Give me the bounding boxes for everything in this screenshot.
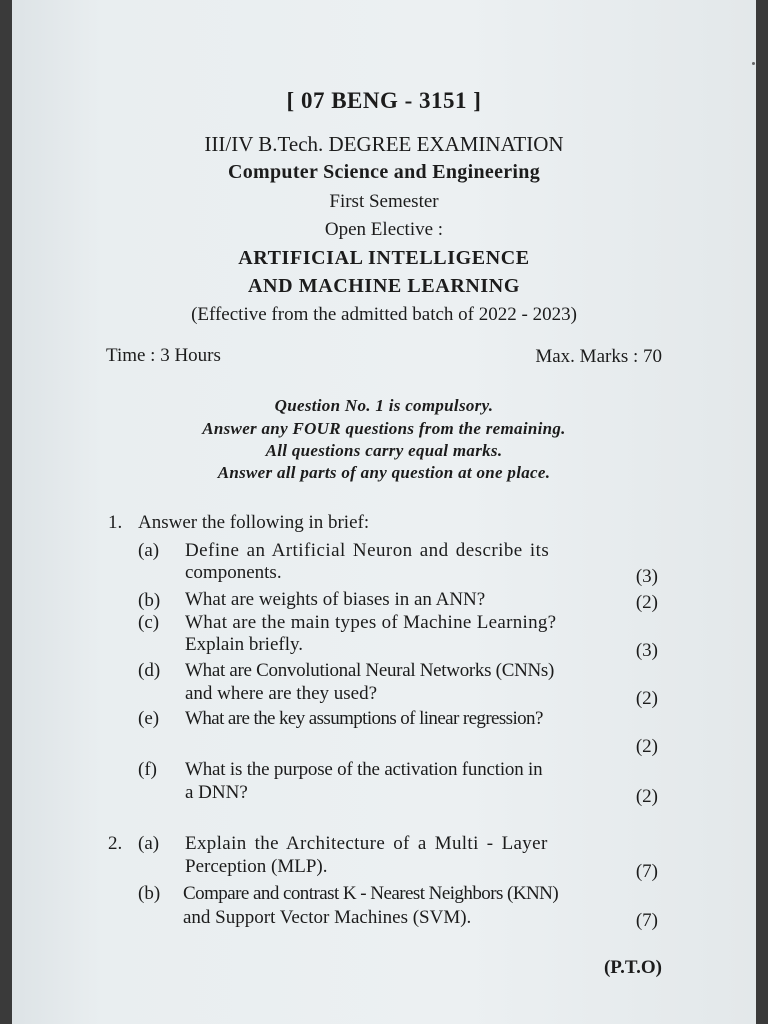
exam-title: III/IV B.Tech. DEGREE EXAMINATION <box>204 132 564 156</box>
instruction-line: Question No. 1 is compulsory. <box>274 396 494 415</box>
part-marks: (2) <box>635 786 658 807</box>
part-marks: (2) <box>635 592 658 613</box>
paper-speck <box>752 62 755 65</box>
max-marks: Max. Marks : 70 <box>535 346 662 367</box>
paper-code: [ 07 BENG - 3151 ] <box>286 88 482 113</box>
question-stem: Answer the following in brief: <box>138 512 370 533</box>
part-text: What are the key assumptions of linear regression? <box>185 708 543 729</box>
part-label: (e) <box>138 708 160 729</box>
please-turn-over: (P.T.O) <box>603 957 662 978</box>
part-label: (f) <box>138 759 157 780</box>
part-label: (a) <box>138 833 160 854</box>
department: Computer Science and Engineering <box>227 161 540 183</box>
part-label: (d) <box>138 660 161 681</box>
part-text: Define an Artificial Neuron and describe its <box>185 540 550 561</box>
part-text: a DNN? <box>185 782 248 803</box>
part-text: Explain the Architecture of a Multi - Layer <box>185 833 548 854</box>
instruction-line: All questions carry equal marks. <box>265 441 503 460</box>
subject-line-2: AND MACHINE LEARNING <box>247 275 520 297</box>
part-text: and where are they used? <box>185 683 378 704</box>
part-marks: (3) <box>635 566 658 587</box>
part-label: (c) <box>138 612 160 633</box>
question-number: 2. <box>108 833 123 854</box>
part-text: What is the purpose of the activation function in <box>185 759 543 780</box>
part-text: What are the main types of Machine Learning? <box>185 612 557 633</box>
part-text: Explain briefly. <box>185 634 304 655</box>
part-text: and Support Vector Machines (SVM). <box>183 907 472 928</box>
semester: First Semester <box>329 191 439 212</box>
part-label: (b) <box>138 590 161 611</box>
part-text: Compare and contrast K - Nearest Neighbors (KNN) <box>183 883 559 904</box>
exam-duration: Time : 3 Hours <box>106 345 221 366</box>
part-text: What are weights of biases in an ANN? <box>185 589 486 610</box>
subject-line-1: ARTIFICIAL INTELLIGENCE <box>238 247 530 269</box>
part-label: (b) <box>138 883 161 904</box>
part-marks: (3) <box>635 640 658 661</box>
instruction-line: Answer any FOUR questions from the remaining. <box>202 419 566 438</box>
part-label: (a) <box>138 540 160 561</box>
part-marks: (2) <box>635 736 658 757</box>
effective-batch: (Effective from the admitted batch of 2022 - 2023) <box>191 304 577 325</box>
exam-paper-sheet <box>12 0 756 1024</box>
part-text: Perception (MLP). <box>185 856 328 877</box>
part-marks: (7) <box>635 861 658 882</box>
elective: Open Elective : <box>324 219 444 240</box>
part-marks: (7) <box>635 910 658 931</box>
question-number: 1. <box>108 512 123 533</box>
part-text: What are Convolutional Neural Networks (CNNs) <box>185 660 555 681</box>
part-marks: (2) <box>635 688 658 709</box>
part-text: components. <box>185 562 282 583</box>
instruction-line: Answer all parts of any question at one place. <box>217 463 551 482</box>
